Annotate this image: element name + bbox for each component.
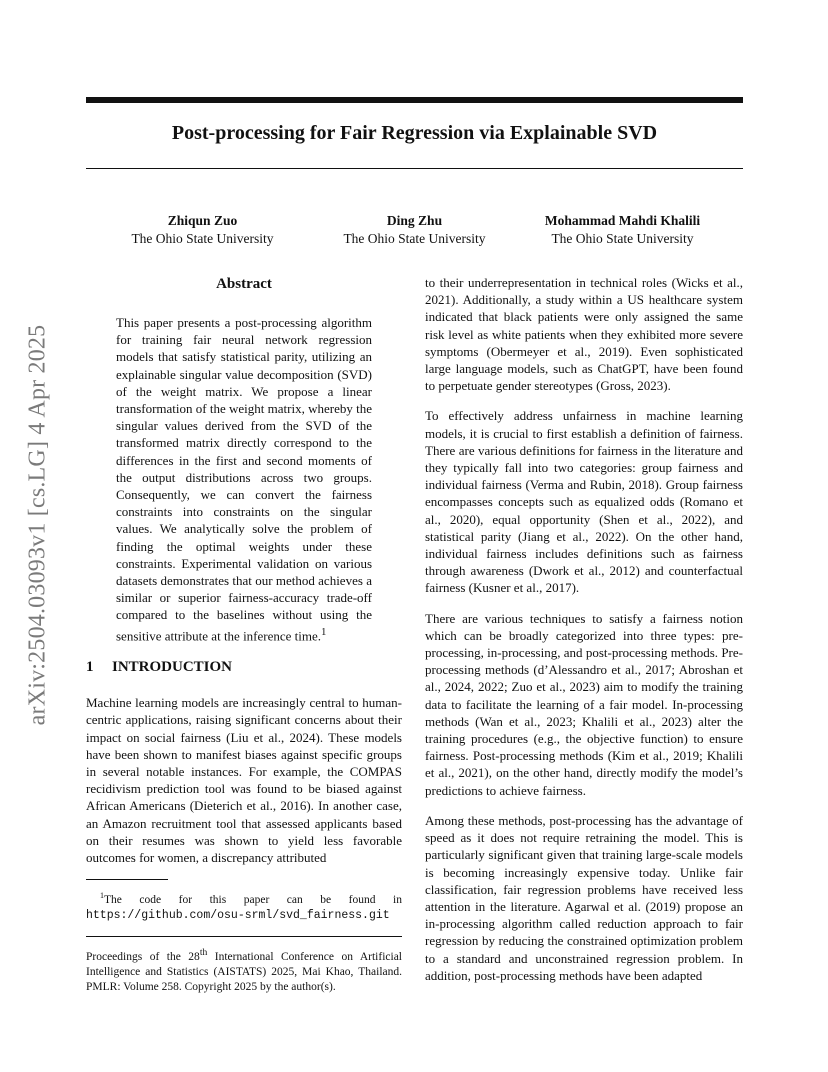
abstract-footnote-mark: 1 [321, 625, 327, 638]
venue-text: International Conference on Artificial Intelligence and Statistics (AISTATS) 2025, Mai Khao, Thailand. PMLR: Volume 258. Copyright 2025 by the author(s). [86, 950, 402, 993]
code-repository-link[interactable]: https://github.com/osu-srml/svd_fairness.git [86, 909, 390, 923]
body-paragraph: to their underrepresentation in technical roles (Wicks et al., 2021). Additionally, a study within a US healthcare system indicated that black patients were only assigned the same risk level as white patients when they exhibited more severe symptoms (Obermeyer et al., 2019). Even sophisticated large language models, such as ChatGPT, have been found to perpetuate gender stereotypes (Gross, 2023). [425, 275, 743, 394]
section-title: INTRODUCTION [112, 659, 233, 676]
footnote-mark: 1 [100, 891, 104, 901]
footnote-rule [86, 879, 168, 880]
author-affiliation: The Ohio State University [131, 231, 274, 246]
intro-paragraph: Machine learning models are increasingly central to human-centric applications, raising significant concerns about their impact on social fairness (Liu et al., 2024). These models have been shown to manifest biases against specific groups in several notable instances. For example, the COMPAS recidivism prediction tool was found to be biased against African Americans (Dieterich et al., 2016). In another case, an Amazon recruitment tool that assessed applicants based on their resumes was shown to yield less favorable outcomes for women, a discrepancy attributed [86, 695, 402, 866]
section-heading [86, 657, 402, 677]
venue-sup: th [199, 947, 208, 959]
abstract-body [86, 314, 402, 644]
author-affiliation: The Ohio State University [343, 231, 486, 246]
venue-rule [86, 936, 402, 937]
author-name: Ding Zhu [386, 213, 443, 228]
body-paragraph: To effectively address unfairness in machine learning models, it is crucial to first establish a definition of fairness. There are various definitions for fairness in the literature and they typically fall into two categories: group fairness and individual fairness (Verma and Rubin, 2018). Group fairness encompasses concepts such as equalized odds (Romano et al., 2020), equal opportunity (Shen et al., 2022), and statistical parity (Jiang et al., 2022). On the other hand, individual fairness includes definitions such as fairness through awareness (Dwork et al., 2012) and counterfactual fairness (Kusner et al., 2017). [425, 408, 743, 596]
left-column [86, 274, 402, 1008]
code-footnote [86, 888, 402, 923]
proceedings-note [86, 945, 402, 995]
footnote-text: The code for this paper can be found in [104, 894, 402, 907]
author-block [322, 212, 507, 248]
author-name: Zhiqun Zuo [167, 213, 238, 228]
arxiv-identifier-stamp [18, 290, 58, 760]
author-affiliation: The Ohio State University [551, 231, 694, 246]
paper-title: Post-processing for Fair Regression via Explainable SVD [171, 122, 658, 144]
abstract-text: This paper presents a post-processing algorithm for training fair neural network regression models that satisfy statistical parity, utilizing an explainable singular value decomposition (SVD) of the weight matrix. We propose a linear transformation of the weight matrix, whereby the singular values derived from the SVD of the transformed matrix directly correspond to the differences in the first and second moments of the output distributions across two groups. Consequently, we can convert the fairness constraints into constraints on the singular values. We analytically solve the problem of finding the optimal weights under these constraints. Experimental validation on various datasets demonstrates that our method achieves a similar or superior fairness-accuracy trade-off compared to the baselines without using the sensitive attribute at the inference time. [116, 315, 372, 643]
body-paragraph: There are various techniques to satisfy a fairness notion which can be broadly categorized into three types: pre-processing, in-processing, and post-processing methods. Pre-processing methods (d’Alessandro et al., 2017; Abroshan et al., 2024, 2022; Zuo et al., 2023) aim to modify the training data to facilitate the learning of a fair model. In-processing methods (Wan et al., 2023; Khalili et al., 2023) alter the training procedures (e.g., the objective function) to ensure fairness. Post-processing methods (Kim et al., 2019; Khalili et al., 2021), on the other hand, directly modify the model’s predictions to achieve fairness. [425, 610, 743, 798]
section-number: 1 [86, 659, 94, 676]
title-rule-top [86, 97, 743, 103]
author-block [515, 212, 730, 248]
arxiv-identifier-text: arXiv:2504.03093v1 [cs.LG] 4 Apr 2025 [24, 324, 51, 726]
author-block [110, 212, 295, 248]
body-paragraph: Among these methods, post-processing has the advantage of speed as it does not require retraining the model. This is particularly significant given that training large-scale models is becoming increasingly expensive today. Unlike fair classification, fair regression problems have received less attention in the literature. Agarwal et al. (2019) propose an in-processing algorithm called reduction approach to fair regression by reducing the constrained optimization problem to a standard and unconstrained regression problem. In addition, post-processing methods have been adapted [425, 812, 743, 983]
abstract-heading: Abstract [216, 276, 272, 292]
venue-prefix: Proceedings of the 28 [86, 950, 200, 963]
right-column [425, 274, 743, 997]
title-rule-bottom [86, 168, 743, 169]
author-name: Mohammad Mahdi Khalili [544, 213, 701, 228]
